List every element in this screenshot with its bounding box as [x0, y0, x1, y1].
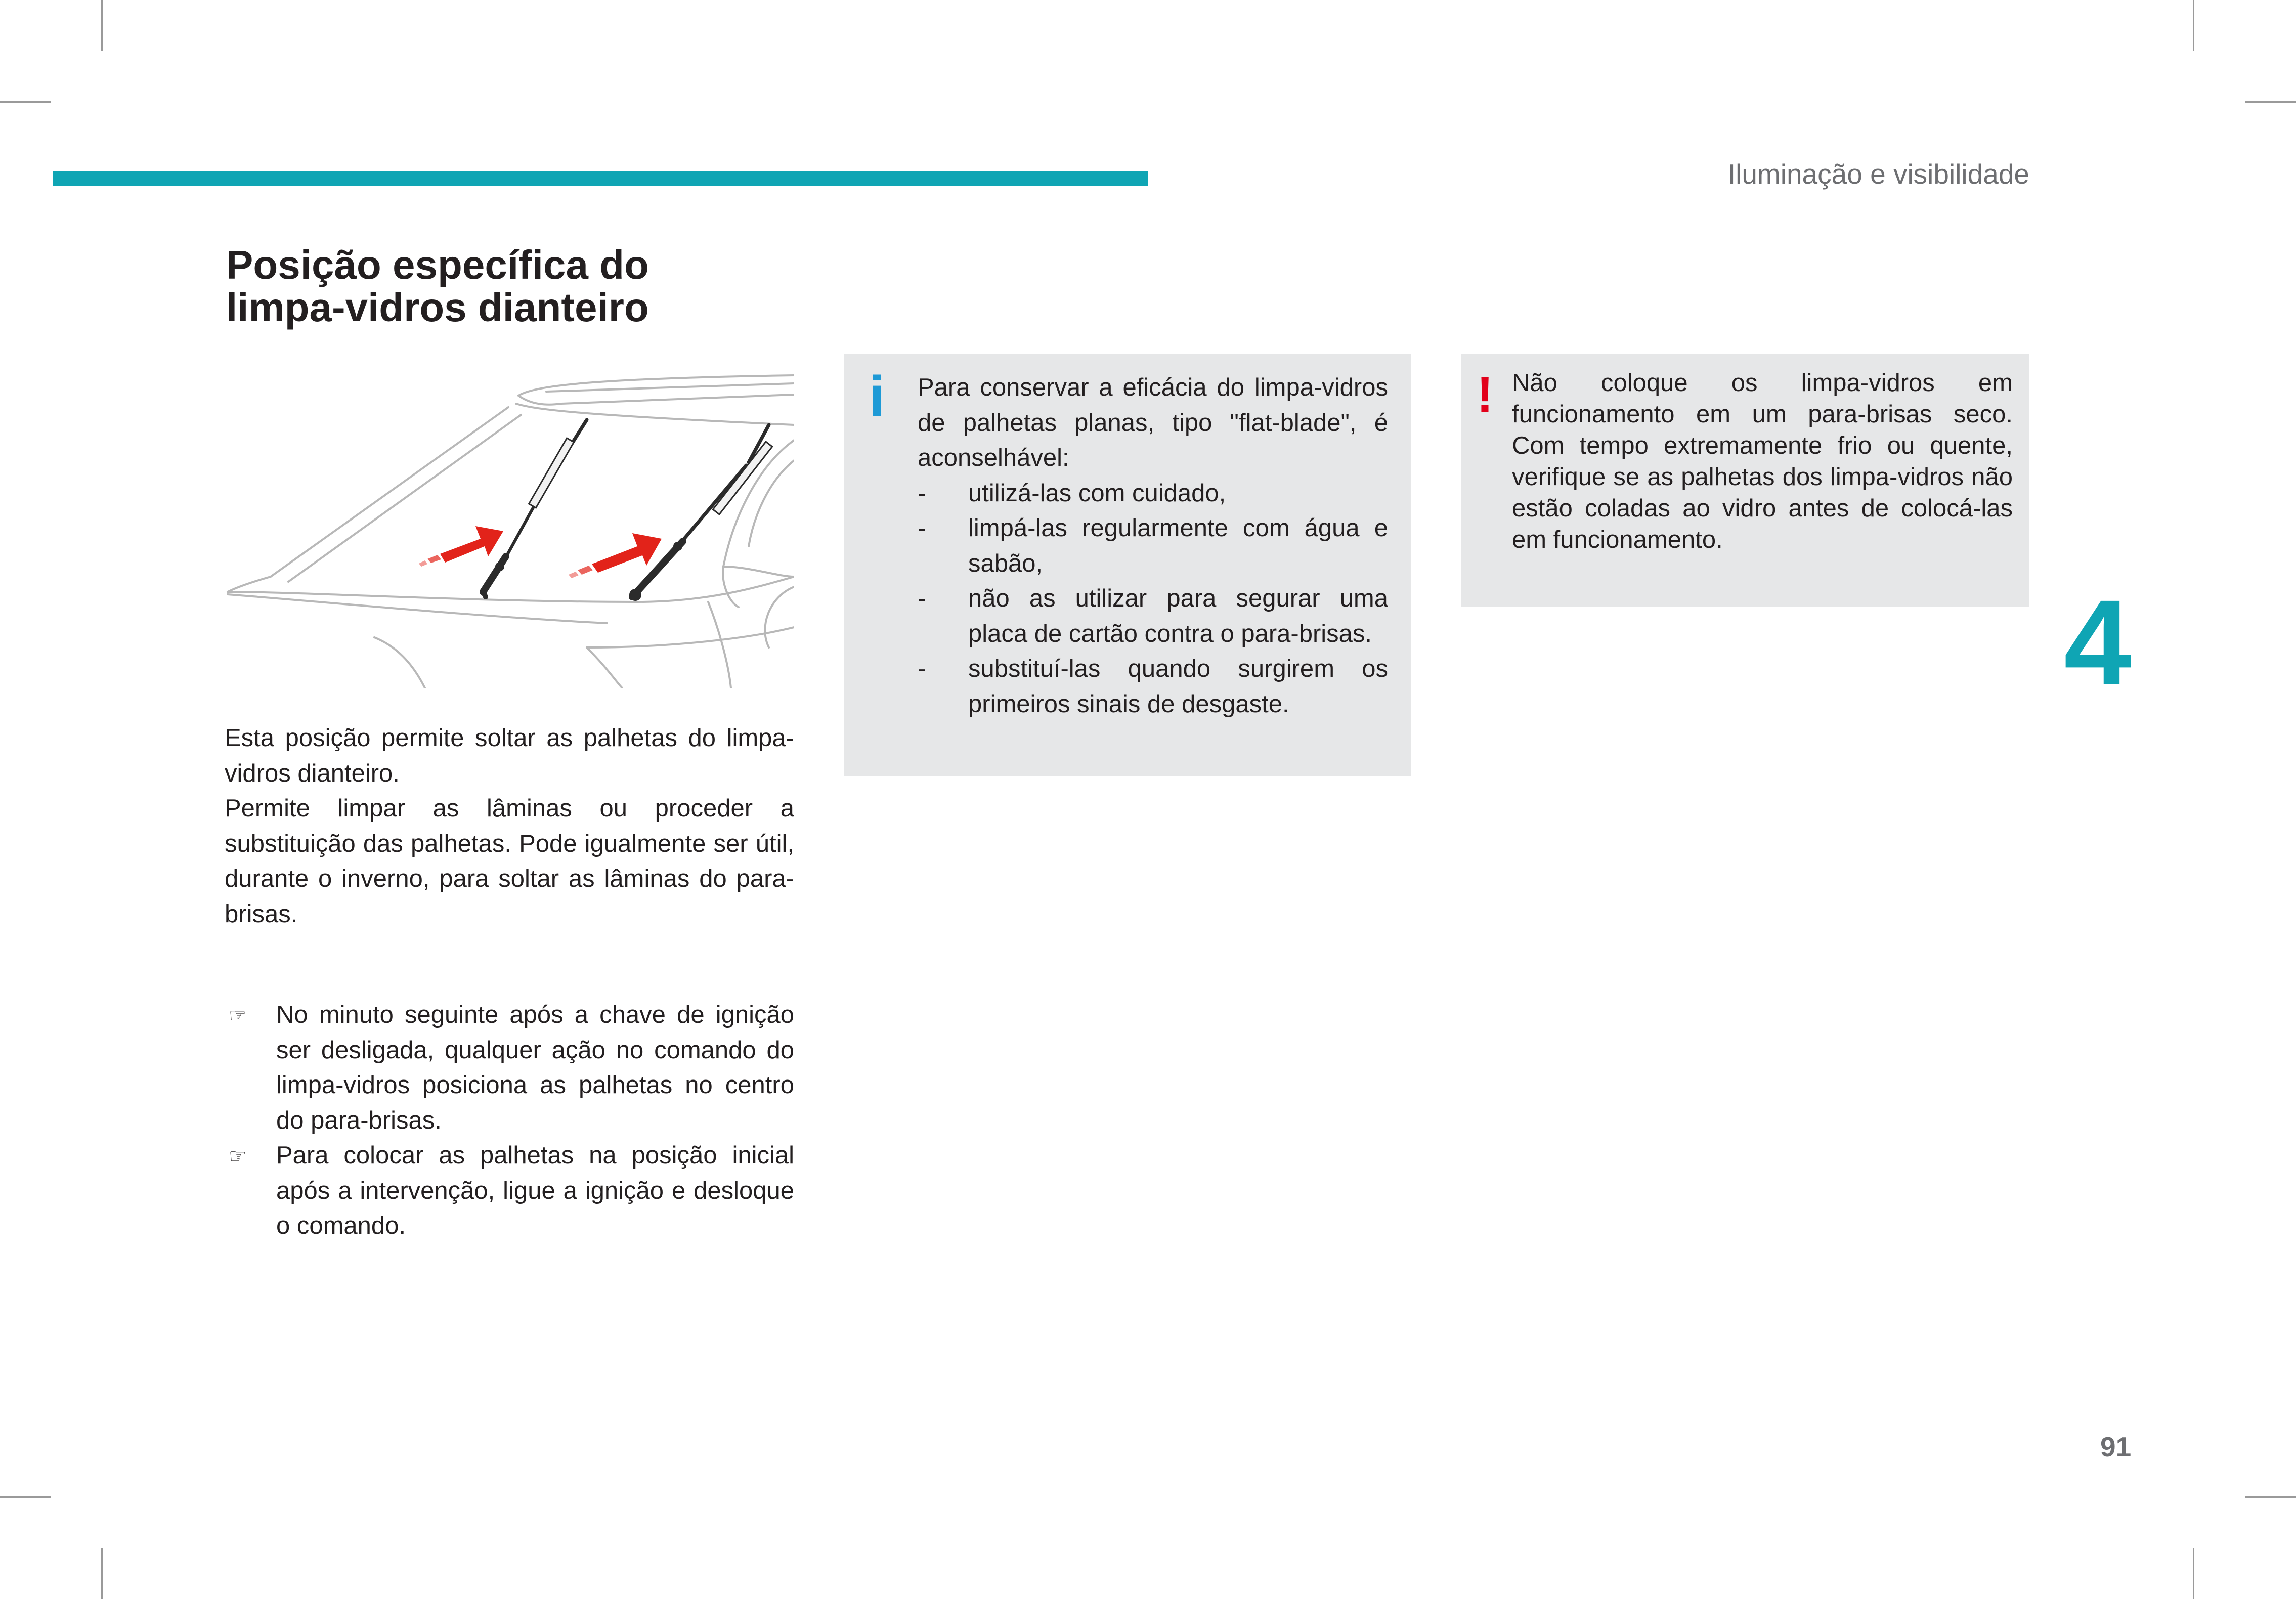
info-item-text: substituí-las quando surgirem os primeiros sinais de desgaste.: [968, 655, 1388, 718]
list-item: [225, 1138, 794, 1244]
step-text: No minuto seguinte após a chave de ignição ser desligada, qualquer ação no comando do limpa-vidros posiciona as palhetas no centro do para-brisas.: [276, 1001, 794, 1134]
info-lead: Para conservar a eficácia do limpa-vidros de palhetas planas, tipo "flat-blade", é aconselhável:: [918, 374, 1388, 471]
list-item: [225, 998, 794, 1138]
dash-bullet: -: [918, 585, 926, 612]
list-item: [918, 581, 1388, 652]
crop-mark: [101, 1548, 103, 1599]
page-title-line-1: Posição específica do: [226, 242, 649, 287]
windscreen-wiper-illustration: [223, 364, 794, 688]
crop-mark: [2245, 1496, 2296, 1498]
crop-mark: [2245, 101, 2296, 103]
hand-pointer-icon: ☞: [229, 1145, 247, 1168]
dash-bullet: -: [918, 479, 926, 507]
crop-mark: [2193, 1548, 2194, 1599]
intro-text: [225, 721, 794, 932]
info-item-text: não as utilizar para segurar uma placa de cartão contra o para-brisas.: [968, 585, 1388, 647]
info-item-text: limpá-las regularmente com água e sabão,: [968, 514, 1388, 577]
dash-bullet: -: [918, 655, 926, 682]
step-list: [225, 998, 794, 1244]
crop-mark: [0, 1496, 51, 1498]
warning-box: [1461, 354, 2029, 607]
red-arrow-icon: [569, 533, 662, 578]
info-box: [844, 354, 1411, 776]
crop-mark: [101, 0, 103, 51]
intro-paragraph-2: Permite limpar as lâminas ou proceder a substituição das palhetas. Pode igualmente ser útil, durante o inverno, para soltar as lâminas do para-brisas.: [225, 795, 794, 928]
info-item-text: utilizá-las com cuidado,: [968, 479, 1226, 507]
warning-icon: !: [1477, 366, 1494, 423]
crop-mark: [2193, 0, 2194, 51]
info-text: [918, 370, 1388, 722]
page-number: 91: [2100, 1431, 2132, 1462]
crop-mark: [0, 101, 51, 103]
list-item: [918, 476, 1388, 511]
info-icon: i: [869, 365, 885, 428]
red-arrow-icon: [419, 526, 503, 567]
dash-bullet: -: [918, 514, 926, 542]
list-item: [918, 652, 1388, 722]
list-item: [918, 511, 1388, 581]
warning-text: Não coloque os limpa-vidros em funcionamento em um para-brisas seco. Com tempo extremamente frio ou quente, verifique se as palhetas dos limpa-vidros não estão coladas ao vidro antes de colocá-las em funcionamento.: [1512, 369, 2013, 553]
hand-pointer-icon: ☞: [229, 1005, 247, 1027]
chapter-number: 4: [2064, 575, 2132, 710]
page-title-line-2: limpa-vidros dianteiro: [226, 285, 649, 330]
intro-paragraph-1: Esta posição permite soltar as palhetas do limpa-vidros dianteiro.: [225, 724, 794, 787]
step-text: Para colocar as palhetas na posição inicial após a intervenção, ligue a ignição e desloque o comando.: [276, 1142, 794, 1239]
page-title: [226, 244, 833, 329]
section-title: Iluminação e visibilidade: [1727, 158, 2029, 190]
header-accent-bar: [53, 171, 1148, 186]
